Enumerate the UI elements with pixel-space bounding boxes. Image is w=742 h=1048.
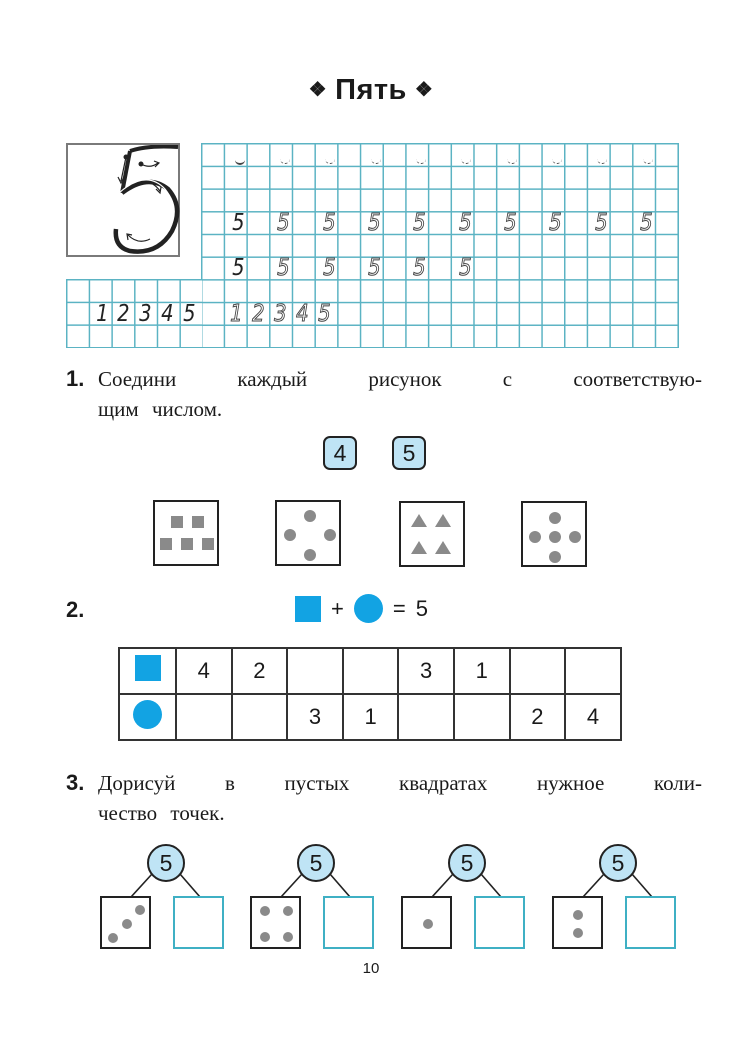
traceable-digit: 5: [368, 210, 381, 236]
traceable-digit: 5: [323, 210, 336, 236]
circle-shape: [529, 531, 541, 543]
dot: [260, 906, 270, 916]
row-header: [119, 694, 176, 740]
dot: [283, 932, 293, 942]
task-1-text: [98, 364, 702, 424]
table-row-circle: [119, 694, 621, 740]
dot: [573, 910, 583, 920]
dot: [283, 906, 293, 916]
dot-box-filled: [401, 896, 452, 949]
equation-result: 5: [415, 595, 428, 621]
traceable-digit: 5: [595, 210, 608, 236]
traceable-digit: 5: [459, 210, 472, 236]
table-cell[interactable]: 3: [287, 694, 343, 740]
task-1-text-line-2: щим числом.: [98, 397, 223, 421]
blue-circle-icon: [133, 700, 162, 729]
square-shape: [181, 538, 193, 550]
circle-shape: [569, 531, 581, 543]
picture-card-squares[interactable]: [153, 500, 219, 566]
table-cell[interactable]: [454, 694, 510, 740]
traceable-digit: 5: [640, 210, 653, 236]
plus-sign: +: [331, 595, 344, 621]
task-3-text-line-1: Дорисуй в пустых квадратах нужное коли-: [98, 771, 702, 795]
total-bubble: 5: [297, 844, 335, 882]
traceable-digit: 2: [252, 301, 265, 327]
title-text: Пять: [335, 74, 407, 106]
traceable-digit: 1: [230, 301, 243, 327]
written-digit: 1: [96, 301, 109, 327]
ornament-icon: ❖: [414, 79, 434, 101]
traceable-digit: 5: [318, 301, 331, 327]
table-cell[interactable]: [510, 648, 566, 694]
square-shape: [171, 516, 183, 528]
circle-shape: [549, 512, 561, 524]
dot-box-empty[interactable]: [474, 896, 525, 949]
equals-sign: =: [392, 595, 406, 621]
dot: [423, 919, 433, 929]
table-cell[interactable]: [287, 648, 343, 694]
dot: [573, 928, 583, 938]
number-tree-group: [100, 844, 260, 954]
traceable-digit: 3: [274, 301, 287, 327]
page-title: [0, 74, 742, 107]
number-badge-5[interactable]: 5: [392, 436, 426, 470]
page-number: 10: [362, 960, 380, 977]
total-bubble: 5: [599, 844, 637, 882]
triangle-shape: [435, 514, 451, 527]
digit-sample-box: [66, 143, 180, 257]
table-cell[interactable]: 1: [343, 694, 399, 740]
written-digit: 2: [117, 301, 130, 327]
picture-card-circles-5[interactable]: [521, 501, 587, 567]
copybook-grid-extension: [66, 279, 202, 348]
triangle-shape: [435, 541, 451, 554]
written-digit: 5: [183, 301, 196, 327]
table-cell[interactable]: [343, 648, 399, 694]
square-shape: [160, 538, 172, 550]
number-badge-4[interactable]: 4: [323, 436, 357, 470]
written-digit: 5: [232, 210, 245, 236]
traceable-digit: 5: [277, 255, 290, 281]
dot: [122, 919, 132, 929]
traceable-digit: 5: [549, 210, 562, 236]
table-cell[interactable]: 2: [510, 694, 566, 740]
total-bubble: 5: [147, 844, 185, 882]
circle-shape: [284, 529, 296, 541]
digit-5-stroke-order-icon: [68, 145, 180, 257]
dot: [135, 905, 145, 915]
circle-shape: [304, 510, 316, 522]
traceable-digit: 5: [413, 210, 426, 236]
table-cell[interactable]: [232, 694, 288, 740]
dot-box-filled: [552, 896, 603, 949]
circle-shape: [304, 549, 316, 561]
dot-box-empty[interactable]: [625, 896, 676, 949]
table-cell[interactable]: 3: [398, 648, 454, 694]
task-1-number: 1.: [66, 366, 85, 391]
picture-card-triangles[interactable]: [399, 501, 465, 567]
written-digit: 5: [232, 255, 245, 281]
row-header: [119, 648, 176, 694]
circle-shape: [549, 531, 561, 543]
traceable-digit: 5: [504, 210, 517, 236]
blue-square-icon: [135, 655, 161, 681]
copybook-grid: [201, 143, 679, 348]
triangle-shape: [411, 514, 427, 527]
table-cell[interactable]: 4: [565, 694, 621, 740]
traceable-digit: 5: [413, 255, 426, 281]
table-cell[interactable]: [398, 694, 454, 740]
traceable-digit: 5: [368, 255, 381, 281]
dot: [260, 932, 270, 942]
total-bubble: 5: [448, 844, 486, 882]
dot: [108, 933, 118, 943]
task-3-number: 3.: [66, 770, 85, 795]
traceable-digit: 5: [277, 210, 290, 236]
addition-table: [118, 647, 622, 741]
number-tree-group: [250, 844, 410, 954]
dot-box-empty[interactable]: [323, 896, 374, 949]
table-cell[interactable]: 4: [176, 648, 232, 694]
number-tree-group: [401, 844, 561, 954]
traceable-digit: 5: [323, 255, 336, 281]
written-digit: 4: [161, 301, 174, 327]
table-row-square: [119, 648, 621, 694]
dot-box-filled: [250, 896, 301, 949]
task-3-text: [98, 768, 702, 828]
circle-shape: [324, 529, 336, 541]
table-cell[interactable]: [176, 694, 232, 740]
blue-circle-icon: [354, 594, 383, 623]
ornament-icon: ❖: [308, 79, 328, 101]
triangle-shape: [411, 541, 427, 554]
picture-card-circles-4[interactable]: [275, 500, 341, 566]
circle-shape: [549, 551, 561, 563]
table-cell[interactable]: [565, 648, 621, 694]
dot-box-filled: [100, 896, 151, 949]
equation: [295, 594, 428, 623]
dot-box-empty[interactable]: [173, 896, 224, 949]
written-digit: 3: [139, 301, 152, 327]
table-cell[interactable]: 2: [232, 648, 288, 694]
task-1-text-line-1: Соедини каждый рисунок с соответствую-: [98, 367, 702, 391]
table-cell[interactable]: 1: [454, 648, 510, 694]
square-shape: [192, 516, 204, 528]
traceable-digit: 4: [296, 301, 309, 327]
square-shape: [202, 538, 214, 550]
task-2-number: 2.: [66, 597, 85, 622]
task-3-text-line-2: чество точек.: [98, 801, 225, 825]
number-tree-group: [552, 844, 712, 954]
blue-square-icon: [295, 596, 321, 622]
traceable-digit: 5: [459, 255, 472, 281]
